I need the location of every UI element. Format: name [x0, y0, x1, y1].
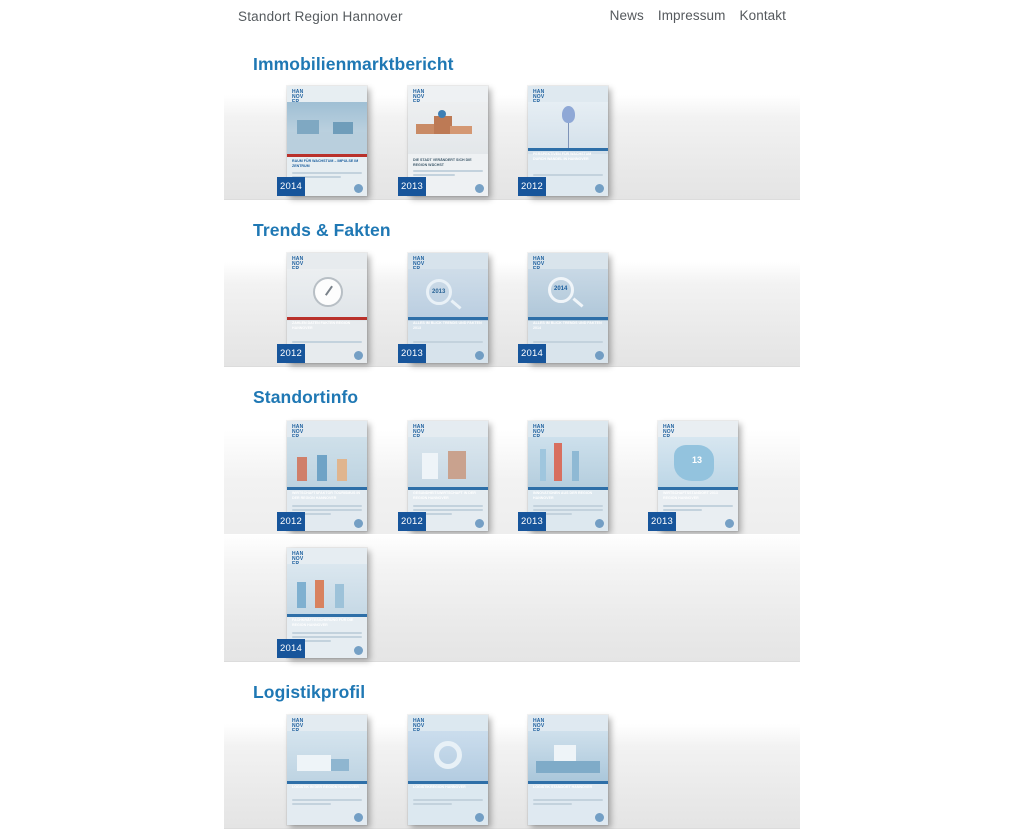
- cover-caption: LOGISTIK IN DER REGION HANNOVER: [292, 785, 359, 789]
- cover-text-lines: [413, 799, 483, 813]
- section-title: Trends & Fakten: [253, 220, 391, 240]
- publication-shelf: [224, 89, 800, 200]
- cover-seal-icon: [595, 351, 604, 360]
- publication-year-badge: 2012: [398, 512, 426, 531]
- cover-illustration: [287, 269, 367, 321]
- hannover-logo: HAN NOV: [413, 718, 425, 730]
- hannover-logo: HAN NOV: [413, 424, 425, 436]
- cover-seal-icon: [725, 519, 734, 528]
- cover-seal-icon: [354, 519, 363, 528]
- section-immobilienmarktbericht: [0, 36, 1024, 200]
- publication-cover[interactable]: [408, 715, 488, 825]
- cover-seal-icon: [475, 184, 484, 193]
- publication-year-badge: 2012: [518, 177, 546, 196]
- publication-cover[interactable]: [528, 715, 608, 825]
- cover-caption: PERSPEKTIVEN FÜR WACHSTUM DURCH WANDEL IN HANNOVER: [533, 152, 592, 161]
- cover-seal-icon: [595, 813, 604, 822]
- cover-caption: WIRTSCHAFTSFAKTOR TOURISMUS IN DER REGION HANNOVER: [292, 491, 360, 500]
- hannover-logo: HAN NOV: [533, 256, 545, 268]
- hannover-logo: HAN NOV: [663, 424, 675, 436]
- cover-illustration: [408, 102, 488, 154]
- hannover-logo: HAN NOV: [413, 256, 425, 268]
- cover-caption: ALLES IM BLICK TRENDS UND FAKTEN 2014: [533, 321, 602, 330]
- cover-seal-icon: [354, 184, 363, 193]
- hannover-logo: HAN NOV: [292, 89, 304, 101]
- publication-year-badge: 2013: [518, 512, 546, 531]
- cover-illustration: [287, 731, 367, 783]
- shelf-row: [224, 424, 800, 534]
- publication-year-badge: 2014: [277, 639, 305, 658]
- cover-caption: RAUM FÜR WACHSTUM – IMPULSE IM ZENTRUM: [292, 159, 359, 168]
- cover-caption: FACHKRÄFTESICHERUNG FÜR DIE REGION HANNOVER: [292, 618, 354, 627]
- publication-shelf: [224, 718, 800, 829]
- nav-item-impressum[interactable]: Impressum: [657, 8, 726, 23]
- cover-text-lines: [292, 799, 362, 813]
- cover-illustration: 2014: [528, 269, 608, 321]
- cover-illustration: [287, 102, 367, 154]
- publication-year-badge: 2013: [648, 512, 676, 531]
- main-navigation: [610, 8, 786, 23]
- section-title: Logistikprofil: [253, 682, 366, 702]
- publication-year-badge: 2014: [277, 177, 305, 196]
- cover-seal-icon: [354, 351, 363, 360]
- cover-text-lines: [533, 799, 603, 813]
- nav-item-news[interactable]: News: [609, 8, 644, 23]
- publication-cover[interactable]: [287, 715, 367, 825]
- cover-illustration: [528, 437, 608, 489]
- section-title: Immobilienmarktbericht: [253, 54, 454, 74]
- cover-illustration: [287, 564, 367, 616]
- publication-year-badge: 2013: [398, 344, 426, 363]
- cover-illustration: [287, 437, 367, 489]
- section-logistikprofil: [0, 662, 1024, 829]
- cover-illustration: [408, 731, 488, 783]
- publication-year-badge: 2012: [277, 512, 305, 531]
- cover-seal-icon: [354, 813, 363, 822]
- cover-caption: DIE STADT VERÄNDERT SICH DIE REGION WÄCHST: [413, 158, 472, 167]
- cover-seal-icon: [354, 646, 363, 655]
- shelf-row: [224, 534, 800, 661]
- shelf-row: [224, 718, 800, 828]
- cover-illustration: [528, 731, 608, 783]
- hannover-logo: HAN NOV: [292, 551, 304, 563]
- cover-caption: GESUNDHEITSWIRTSCHAFT IN DER REGION HANNOVER: [413, 491, 476, 500]
- publication-year-badge: 2012: [277, 344, 305, 363]
- nav-item-kontakt[interactable]: Kontakt: [739, 8, 786, 23]
- cover-seal-icon: [595, 519, 604, 528]
- site-brand: Standort Region Hannover: [238, 9, 403, 24]
- cover-seal-icon: [475, 519, 484, 528]
- cover-seal-icon: [475, 813, 484, 822]
- cover-illustration: 2013: [408, 269, 488, 321]
- cover-caption: LOGISTIK STANDORT HANNOVER: [533, 785, 593, 789]
- cover-caption: ZAHLEN DATEN FAKTEN REGION HANNOVER: [292, 321, 351, 330]
- publication-year-badge: 2014: [518, 344, 546, 363]
- cover-caption: LOGISTIKREGION HANNOVER: [413, 785, 466, 789]
- content-area: [0, 36, 1024, 789]
- cover-caption: INNOVATIONEN AUS DER REGION HANNOVER: [533, 491, 593, 500]
- section-standortinfo: [0, 367, 1024, 662]
- cover-illustration: 13: [658, 437, 738, 489]
- shelf-row: [224, 256, 800, 366]
- hannover-logo: HAN NOV: [292, 256, 304, 268]
- hannover-logo: HAN NOV: [533, 718, 545, 730]
- publication-shelf: [224, 256, 800, 367]
- cover-illustration: [528, 102, 608, 154]
- cover-caption: ALLES IM BLICK TRENDS UND FAKTEN 2013: [413, 321, 482, 330]
- hannover-logo: HAN NOV: [533, 424, 545, 436]
- publication-year-badge: 2013: [398, 177, 426, 196]
- section-title: Standortinfo: [253, 387, 359, 407]
- cover-illustration: [408, 437, 488, 489]
- section-trends-fakten: [0, 200, 1024, 367]
- cover-caption: WIRTSCHAFTSSTANDORT 2013 REGION HANNOVER: [663, 491, 718, 500]
- shelf-row: [224, 89, 800, 199]
- cover-seal-icon: [475, 351, 484, 360]
- cover-seal-icon: [595, 184, 604, 193]
- hannover-logo: HAN NOV: [533, 89, 545, 101]
- site-header: [0, 0, 1024, 36]
- publication-shelf: [224, 424, 800, 662]
- hannover-logo: HAN NOV: [292, 718, 304, 730]
- hannover-logo: HAN NOV: [413, 89, 425, 101]
- hannover-logo: HAN NOV: [292, 424, 304, 436]
